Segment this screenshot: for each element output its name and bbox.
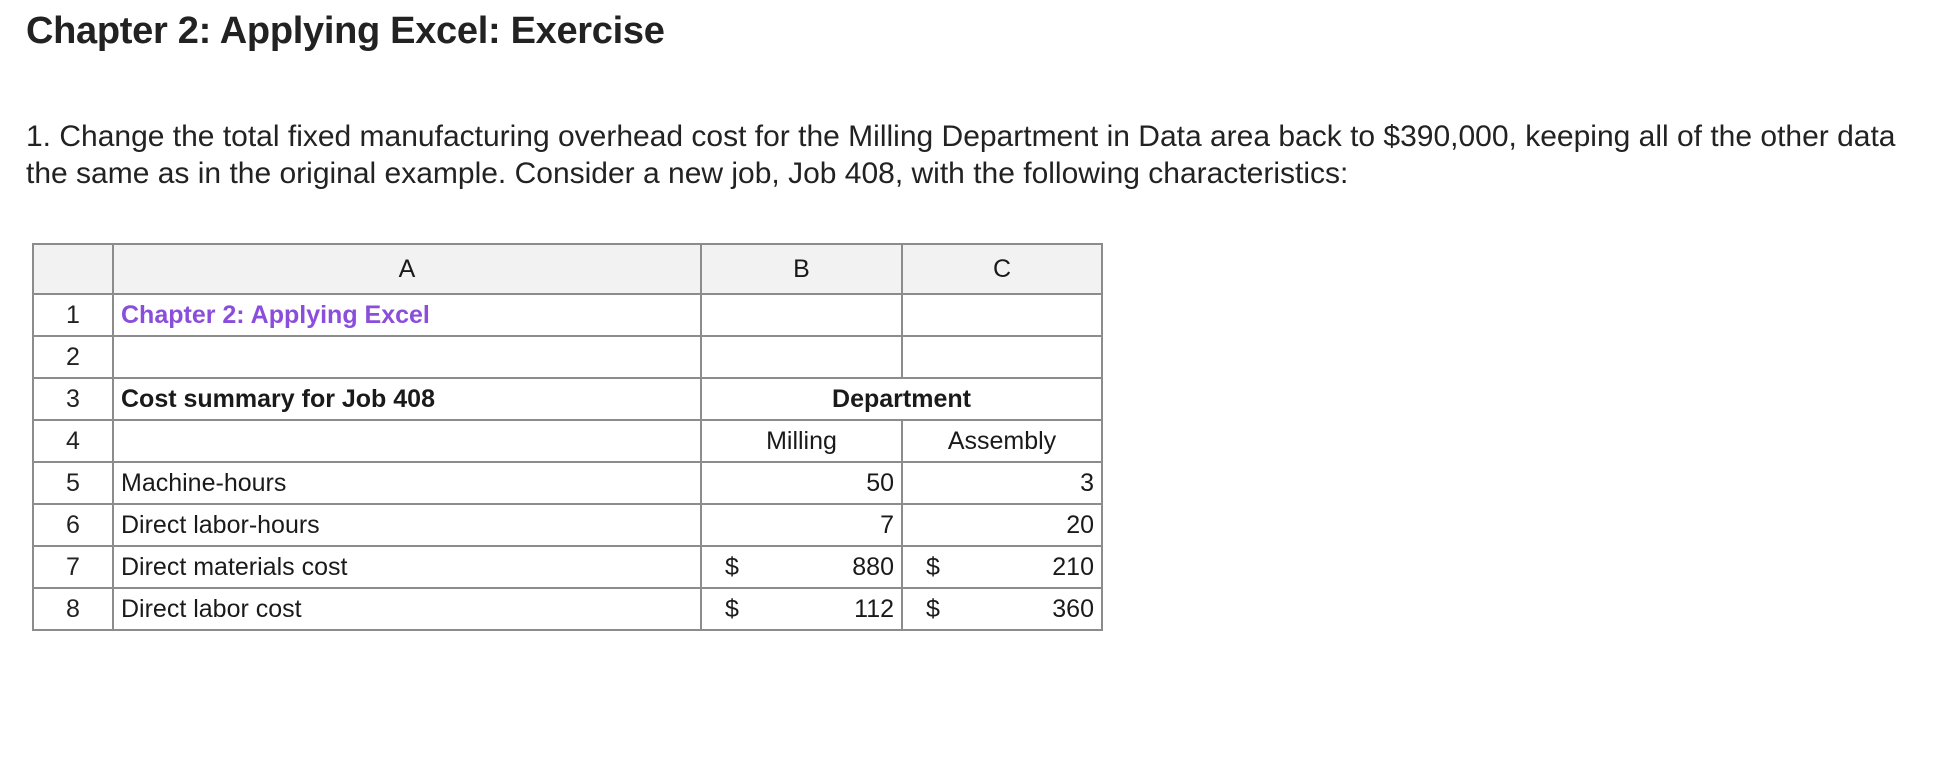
- currency-symbol: $: [725, 594, 739, 623]
- cell-b8[interactable]: [701, 588, 902, 630]
- table-row: [33, 420, 1102, 462]
- cell-a3[interactable]: Cost summary for Job 408: [113, 378, 701, 420]
- cell-value: 112: [854, 594, 894, 623]
- cell-a2[interactable]: [113, 336, 701, 378]
- cell-c8[interactable]: [902, 588, 1102, 630]
- cell-a7[interactable]: Direct materials cost: [113, 546, 701, 588]
- cell-b4[interactable]: Milling: [701, 420, 902, 462]
- table-row: [33, 588, 1102, 630]
- cell-c7[interactable]: [902, 546, 1102, 588]
- corner-cell[interactable]: [33, 244, 113, 294]
- currency-symbol: $: [725, 552, 739, 581]
- cell-value: 360: [1052, 594, 1094, 623]
- spreadsheet-table: [32, 243, 1103, 631]
- column-header-b[interactable]: B: [701, 244, 902, 294]
- row-number[interactable]: 5: [33, 462, 113, 504]
- cell-b6[interactable]: 7: [701, 504, 902, 546]
- cell-b3-merged[interactable]: Department: [701, 378, 1102, 420]
- cell-c6[interactable]: 20: [902, 504, 1102, 546]
- cell-c2[interactable]: [902, 336, 1102, 378]
- table-row: [33, 462, 1102, 504]
- cell-a1[interactable]: Chapter 2: Applying Excel: [113, 294, 701, 336]
- column-header-row: [33, 244, 1102, 294]
- currency-symbol: $: [926, 594, 940, 623]
- cell-a8[interactable]: Direct labor cost: [113, 588, 701, 630]
- row-number[interactable]: 1: [33, 294, 113, 336]
- cell-value: 880: [852, 552, 894, 581]
- row-number[interactable]: 4: [33, 420, 113, 462]
- cell-a5[interactable]: Machine-hours: [113, 462, 701, 504]
- cell-c1[interactable]: [902, 294, 1102, 336]
- column-header-a[interactable]: A: [113, 244, 701, 294]
- table-row: [33, 378, 1102, 420]
- column-header-c[interactable]: C: [902, 244, 1102, 294]
- cell-value: 210: [1052, 552, 1094, 581]
- table-row: [33, 294, 1102, 336]
- cell-b2[interactable]: [701, 336, 902, 378]
- row-number[interactable]: 7: [33, 546, 113, 588]
- cell-a4[interactable]: [113, 420, 701, 462]
- table-row: [33, 504, 1102, 546]
- page-title: Chapter 2: Applying Excel: Exercise: [26, 10, 665, 52]
- currency-symbol: $: [926, 552, 940, 581]
- row-number[interactable]: 3: [33, 378, 113, 420]
- exercise-instructions: 1. Change the total fixed manufacturing overhead cost for the Milling Department in Data area back to $390,000, keeping all of the other data the same as in the original example. Consider a new job, Job 408, with the following characteristics:: [26, 120, 1896, 190]
- cell-b1[interactable]: [701, 294, 902, 336]
- row-number[interactable]: 8: [33, 588, 113, 630]
- row-number[interactable]: 6: [33, 504, 113, 546]
- table-row: [33, 546, 1102, 588]
- cell-c4[interactable]: Assembly: [902, 420, 1102, 462]
- table-row: [33, 336, 1102, 378]
- cell-b7[interactable]: [701, 546, 902, 588]
- cell-c5[interactable]: 3: [902, 462, 1102, 504]
- cell-a6[interactable]: Direct labor-hours: [113, 504, 701, 546]
- cell-b5[interactable]: 50: [701, 462, 902, 504]
- row-number[interactable]: 2: [33, 336, 113, 378]
